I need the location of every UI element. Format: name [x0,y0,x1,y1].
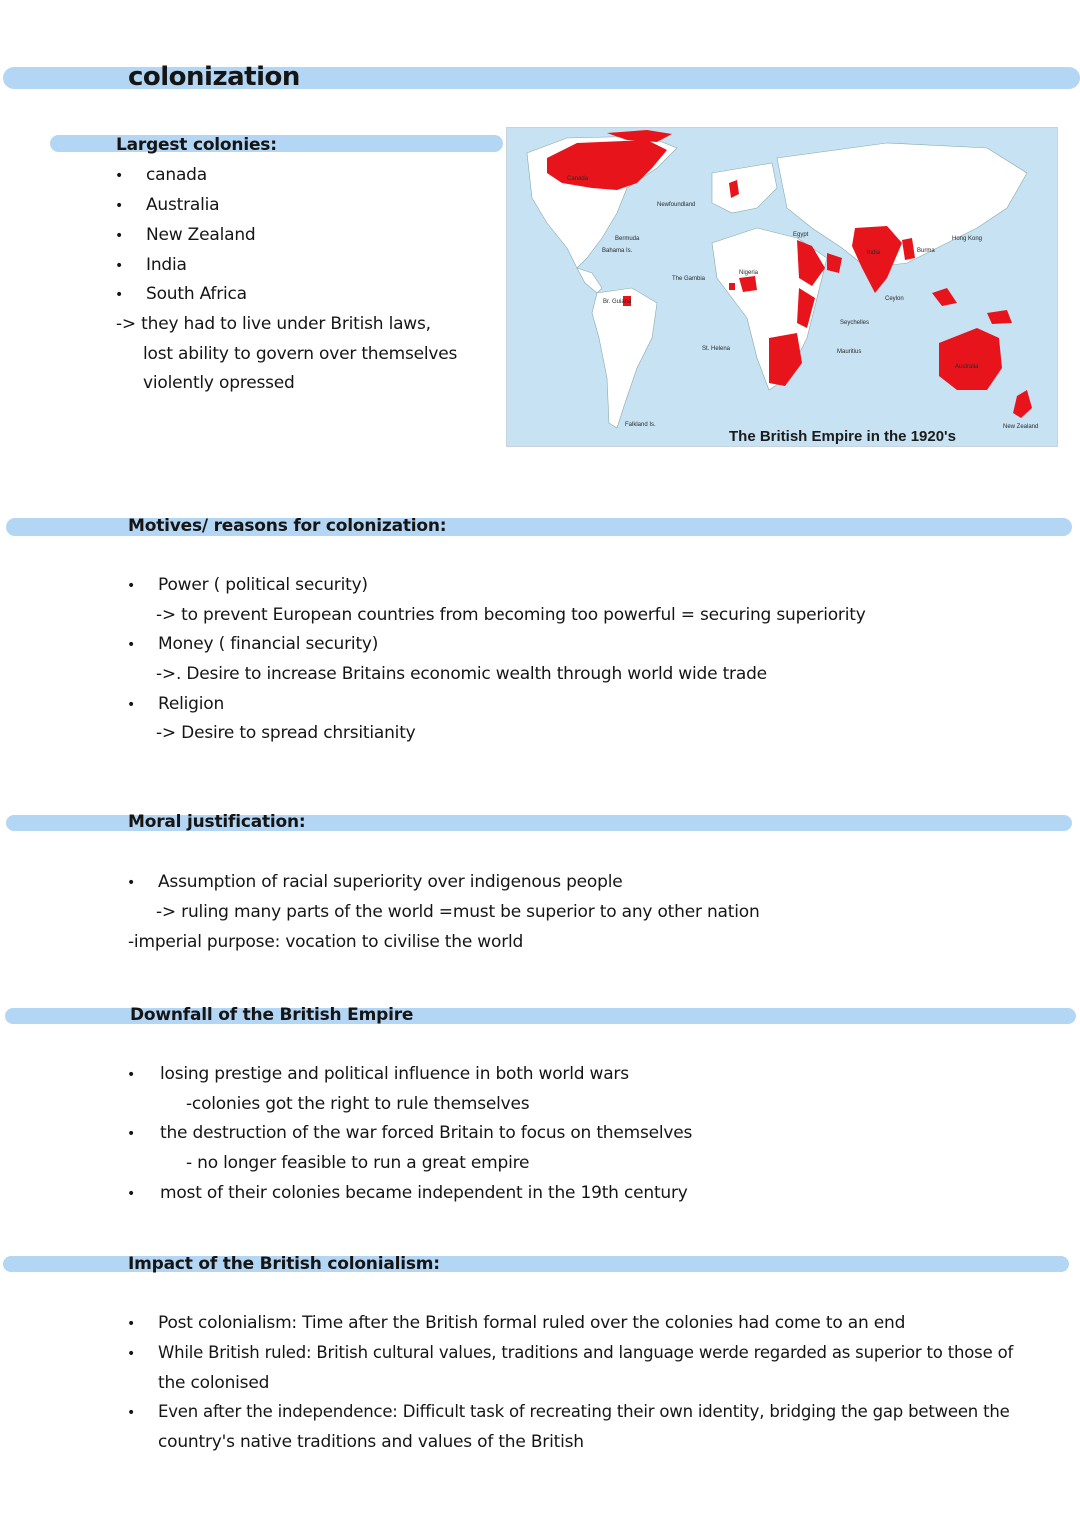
downfall-line: the destruction of the war forced Britain to focus on themselves [160,1123,693,1143]
map-label-st-helena: St. Helena [702,346,731,352]
impact-line: Post colonialism: Time after the British formal ruled over the colonies had come to an end [158,1313,906,1333]
colony-item: South Africa [146,284,247,304]
map-label-egypt: Egypt [793,232,809,238]
bullet-icon: • [115,258,124,274]
impact-line: While British ruled: British cultural values, traditions and language werde regarded as superior to those of [158,1343,1014,1362]
moral-line: -imperial purpose: vocation to civilise the world [128,932,524,952]
map-label-new-zealand: New Zealand [1003,424,1039,430]
bullet-icon: • [127,637,136,653]
map-label-br-guiana: Br. Guiana [603,299,632,305]
motive-line: ->. Desire to increase Britains economic wealth through world wide trade [156,664,767,684]
motive-line: -> Desire to spread chrsitianity [156,723,416,743]
moral-line: Assumption of racial superiority over indigenous people [158,872,623,892]
gold-coast [729,283,735,290]
colonies-consequence-line: -> they had to live under British laws, [116,314,431,334]
bullet-icon: • [115,168,124,184]
map-label-india: India [867,250,881,256]
map-label-hong-kong: Hong Kong [952,236,983,242]
bullet-icon: • [127,578,136,594]
motives-heading: Motives/ reasons for colonization: [128,516,447,536]
map-label-canada: Canada [567,176,589,182]
bullet-icon: • [115,287,124,303]
impact-line: country's native traditions and values of the British [158,1432,584,1452]
map-label-the-gambia: The Gambia [672,276,706,282]
motive-line: -> to prevent European countries from becoming too powerful = securing superiority [156,605,866,625]
british-empire-map [506,127,1058,447]
colony-item: canada [146,165,207,185]
impact-heading: Impact of the British colonialism: [128,1254,440,1274]
motive-line: Money ( financial security) [158,634,379,654]
motive-line: Power ( political security) [158,575,368,595]
map-label-bahamas: Bahama Is. [602,248,633,254]
largest-colonies-heading: Largest colonies: [116,135,277,155]
impact-line: Even after the independence: Difficult task of recreating their own identity, bridging the gap between the [158,1402,1010,1421]
downfall-line: most of their colonies became independent in the 19th century [160,1183,688,1203]
map-label-seychelles: Seychelles [840,320,870,326]
map-label-nigeria: Nigeria [739,270,759,276]
downfall-line: -colonies got the right to rule themselves [186,1094,530,1114]
map-label-newfoundland: Newfoundland [657,202,696,208]
map-label-bermuda: Bermuda [615,236,640,242]
colonies-consequence-line: lost ability to govern over themselves [143,344,458,364]
downfall-line: losing prestige and political influence in both world wars [160,1064,629,1084]
bullet-icon: • [127,1316,136,1332]
map-label-burma: Burma [917,248,935,254]
map-label-ceylon: Ceylon [885,296,904,302]
bullet-icon: • [127,1405,136,1421]
bullet-icon: • [127,697,136,713]
motive-line: Religion [158,694,225,714]
map-label-mauritius: Mauritius [837,349,862,355]
downfall-line: - no longer feasible to run a great empire [186,1153,530,1173]
bullet-icon: • [115,228,124,244]
moral-heading: Moral justification: [128,812,306,832]
impact-line: the colonised [158,1373,270,1393]
colony-item: India [146,255,187,275]
bullet-icon: • [127,1346,136,1362]
colonies-consequence-line: violently opressed [143,373,295,393]
bullet-icon: • [127,875,136,891]
moral-line: -> ruling many parts of the world =must be superior to any other nation [156,902,760,922]
bullet-icon: • [127,1067,136,1083]
page-title: colonization [128,62,300,92]
map-label-australia: Australia [955,364,979,370]
bullet-icon: • [127,1126,136,1142]
colony-item: Australia [146,195,220,215]
bullet-icon: • [115,198,124,214]
downfall-heading: Downfall of the British Empire [130,1005,414,1025]
bullet-icon: • [127,1186,136,1202]
map-caption: The British Empire in the 1920's [729,428,956,445]
colony-item: New Zealand [146,225,256,245]
map-label-falkland-is: Falkland Is. [625,422,656,428]
